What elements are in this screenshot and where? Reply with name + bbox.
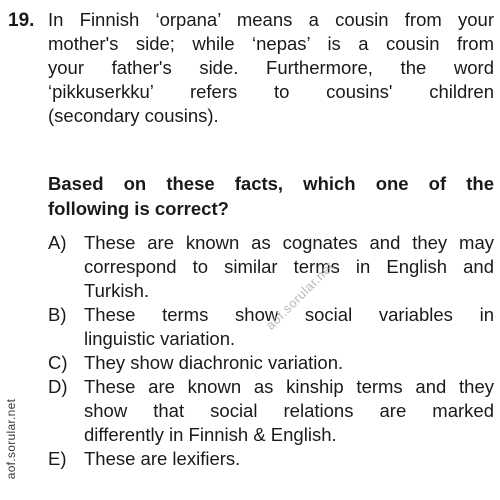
- option-line: These are known as kinship terms and they: [84, 376, 494, 397]
- option-d[interactable]: [48, 375, 494, 447]
- option-c[interactable]: [48, 351, 494, 375]
- question-prompt: [48, 171, 494, 221]
- option-line: show that social relations are marked: [84, 400, 494, 421]
- option-e[interactable]: [48, 447, 494, 471]
- option-line: correspond to similar terms in English and: [84, 256, 494, 277]
- stem-line: (secondary cousins).: [48, 105, 219, 126]
- option-line: These are lexifiers.: [84, 448, 241, 469]
- option-a[interactable]: [48, 231, 494, 303]
- stem-line: In Finnish ‘orpana’ means a cousin from your: [48, 9, 494, 30]
- option-line: These terms show social variables in: [84, 304, 494, 325]
- option-letter: A): [48, 232, 67, 253]
- option-letter: D): [48, 376, 68, 397]
- option-line: linguistic variation.: [84, 328, 236, 349]
- stem-line: ‘pikkuserkku’ refers to cousins' children: [48, 81, 494, 102]
- diagonal-watermark: aof.sorular.net: [262, 258, 337, 333]
- option-line: differently in Finnish & English.: [84, 424, 337, 445]
- stem-line: mother's side; while ‘nepas’ is a cousin from: [48, 33, 494, 54]
- option-text: [84, 447, 494, 471]
- prompt-line: Based on these facts, which one of the: [48, 173, 494, 194]
- prompt-line: following is correct?: [48, 198, 229, 219]
- option-line: They show diachronic variation.: [84, 352, 344, 373]
- option-letter: E): [48, 448, 67, 469]
- option-letter: C): [48, 352, 68, 373]
- option-letter: B): [48, 304, 67, 325]
- question-stem: [48, 8, 494, 128]
- option-line: These are known as cognates and they may: [84, 232, 494, 253]
- option-line: Turkish.: [84, 280, 150, 301]
- stem-line: your father's side. Furthermore, the word: [48, 57, 494, 78]
- side-watermark: aof.sorular.net: [4, 398, 18, 480]
- answer-options: [48, 231, 494, 471]
- option-text: [84, 231, 494, 303]
- question-number: 19.: [8, 10, 35, 31]
- option-text: [84, 351, 494, 375]
- option-text: [84, 375, 494, 447]
